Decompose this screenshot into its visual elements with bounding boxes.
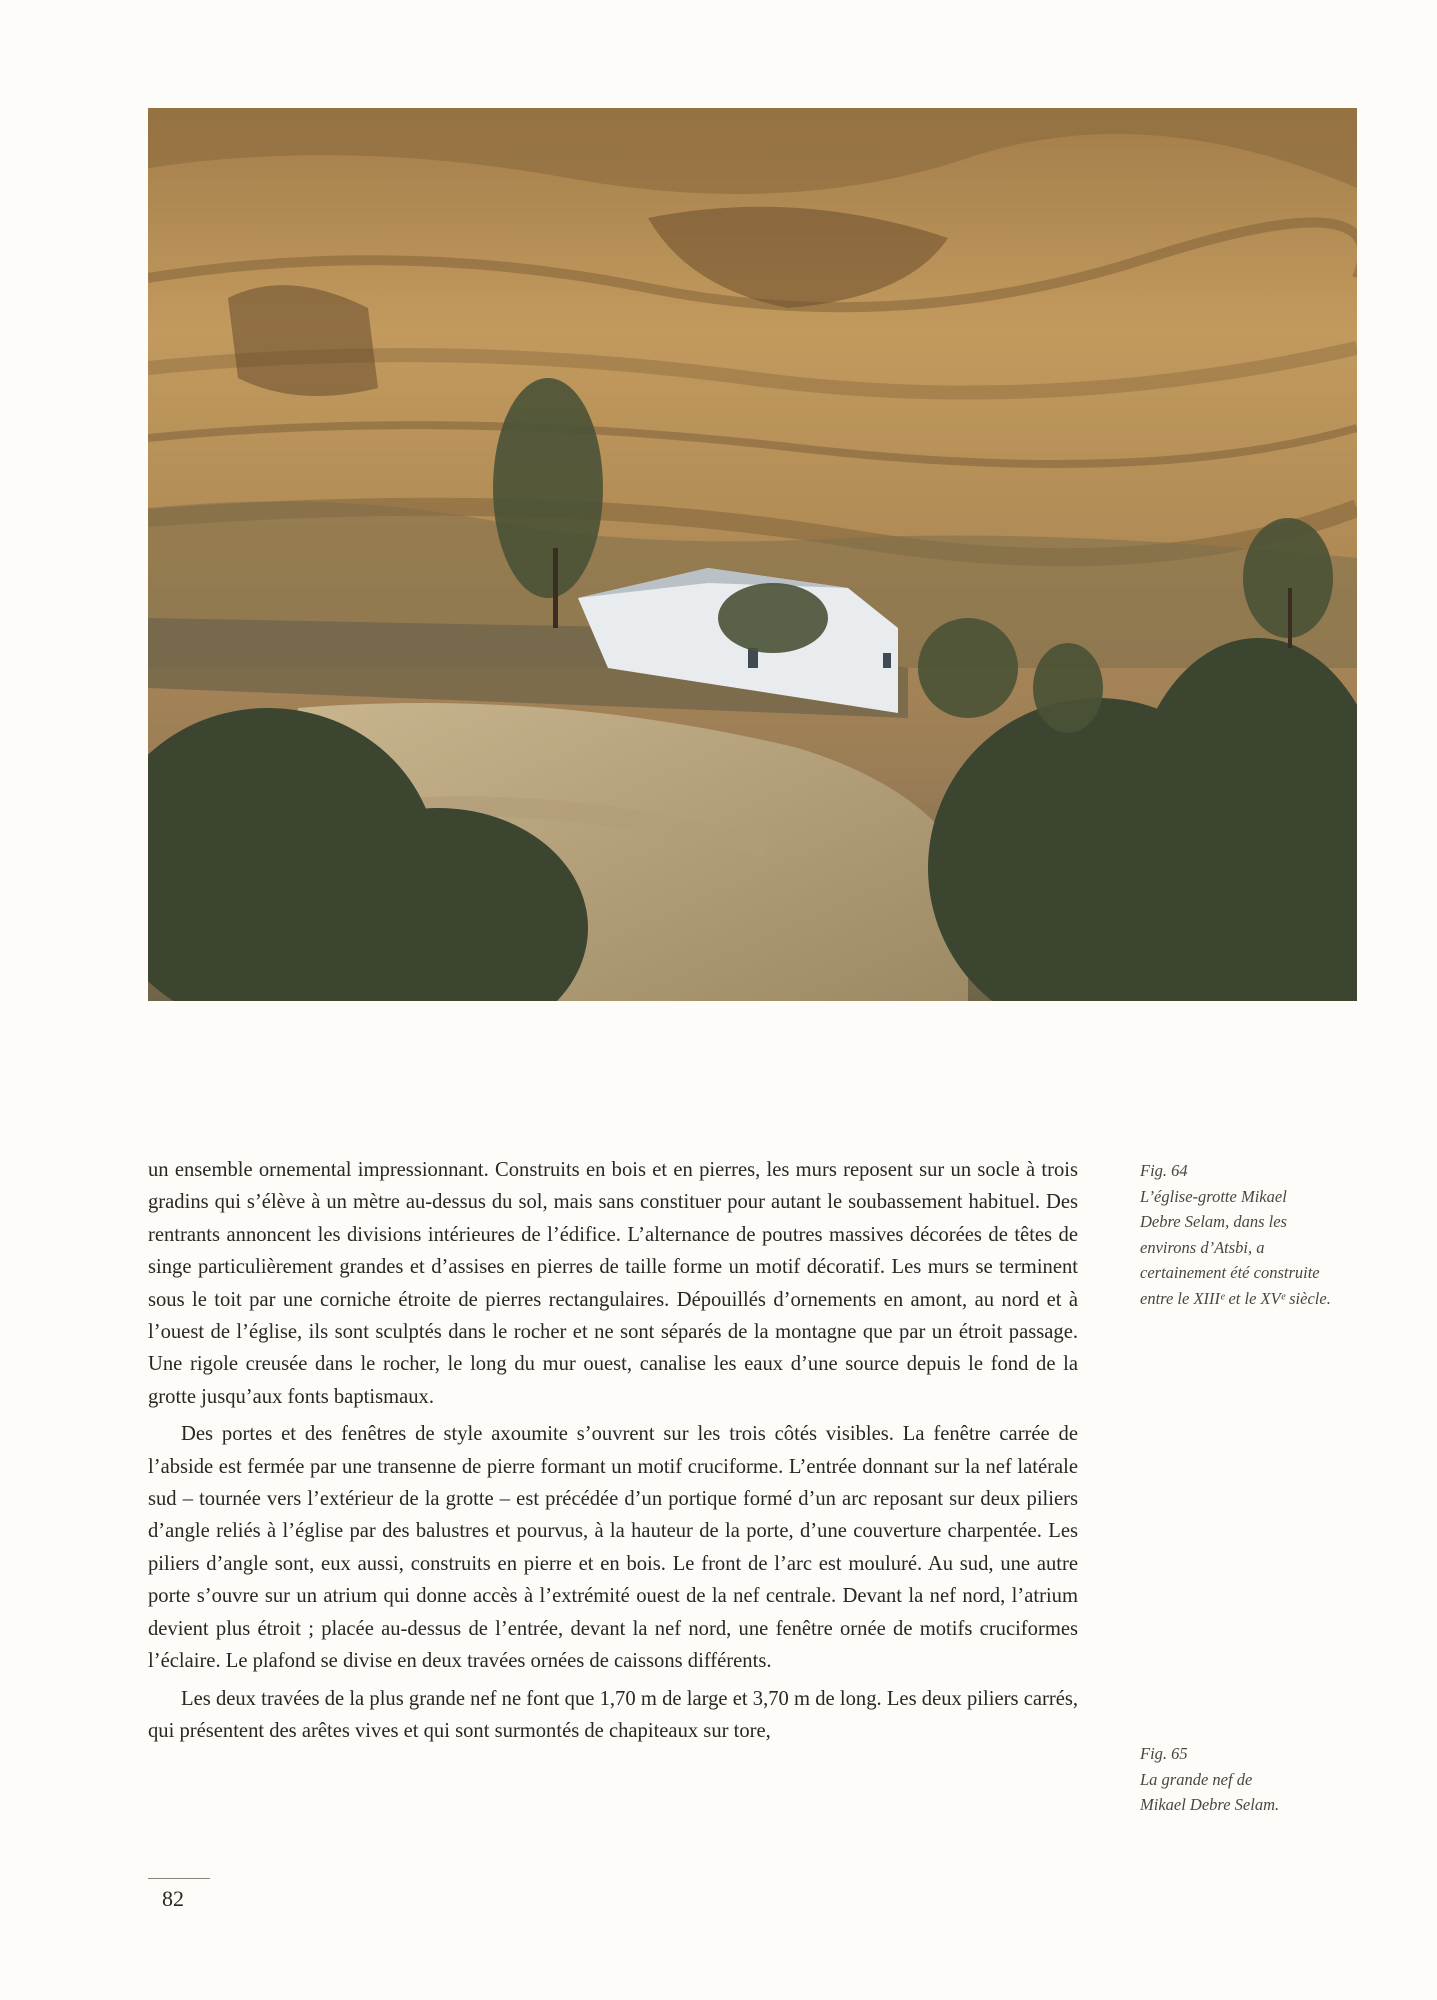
caption-line: L’église-grotte Mikael	[1140, 1186, 1287, 1206]
page-number: 82	[162, 1886, 184, 1911]
caption-line: Mikael Debre Selam.	[1140, 1795, 1280, 1814]
footer-rule	[148, 1878, 210, 1879]
caption-line: La grande nef de	[1140, 1769, 1253, 1789]
paragraph: un ensemble ornemental impressionnant. Construits en bois et en pierres, les murs reposent sur un socle à trois gradins qui s’élève à un mètre au-dessus du sol, mais sans constituer pour autant le soubassement habituel. Des rentrants annoncent les divisions intérieures de l’édifice. L’alternance de poutres massives décorées de têtes de singe particulièrement grandes et d’assises en pierres de taille forme un motif décoratif. Les murs se terminent sous le toit par une corniche étroite de pierres rectangulaires. Dépouillés d’ornements en amont, au nord et à l’ouest de l’église, ils sont sculptés dans le rocher et ne sont séparés de la montagne que par un étroit passage. Une rigole creusée dans le rocher, le long du mur ouest, canalise les eaux d’une source depuis le fond de la grotte jusqu’aux fonts baptismaux.	[148, 1159, 1078, 1408]
figure-64-caption	[1140, 1158, 1340, 1311]
caption-line: certainement été construite	[1140, 1263, 1320, 1282]
caption-line: Debre Selam, dans les	[1140, 1212, 1287, 1231]
figure-number: Fig. 65	[1140, 1744, 1188, 1763]
caption-line: environs d’Atsbi, a	[1140, 1237, 1265, 1257]
figure-number: Fig. 64	[1140, 1161, 1188, 1180]
paragraph: Les deux travées de la plus grande nef ne font que 1,70 m de large et 3,70 m de long. Les deux piliers carrés, qui présentent des arêtes vives et qui sont surmontés de chapiteaux sur tore,	[148, 1687, 1078, 1742]
figure-65-caption	[1140, 1741, 1340, 1818]
body-text	[148, 1154, 1078, 1747]
cliff-landscape-image	[148, 108, 1357, 1001]
cave-church-photo	[148, 108, 1357, 1001]
paragraph: Des portes et des fenêtres de style axoumite s’ouvrent sur les trois côtés visibles. La fenêtre carrée de l’abside est fermée par une transenne de pierre formant un motif cruciforme. L’entrée donnant sur la nef latérale sud – tournée vers l’extérieur de la grotte – est précédée d’un portique formé d’un arc reposant sur deux piliers d’angle reliés à l’église par des balustres et pourvus, à la hauteur de la porte, d’une couverture charpentée. Les piliers d’angle sont, eux aussi, construits en pierre et en bois. Le front de l’arc est mouluré. Au sud, une autre porte s’ouvre sur un atrium qui donne accès à l’extrémité ouest de la nef centrale. Devant la nef nord, l’atrium devient plus étroit ; placée au-dessus de l’entrée, devant la nef nord, une fenêtre ornée de motifs cruciformes l’éclaire. Le plafond se divise en deux travées ornées de caissons différents.	[148, 1423, 1078, 1673]
caption-line: entre le XIIIᵉ et le XVᵉ siècle.	[1140, 1288, 1331, 1308]
